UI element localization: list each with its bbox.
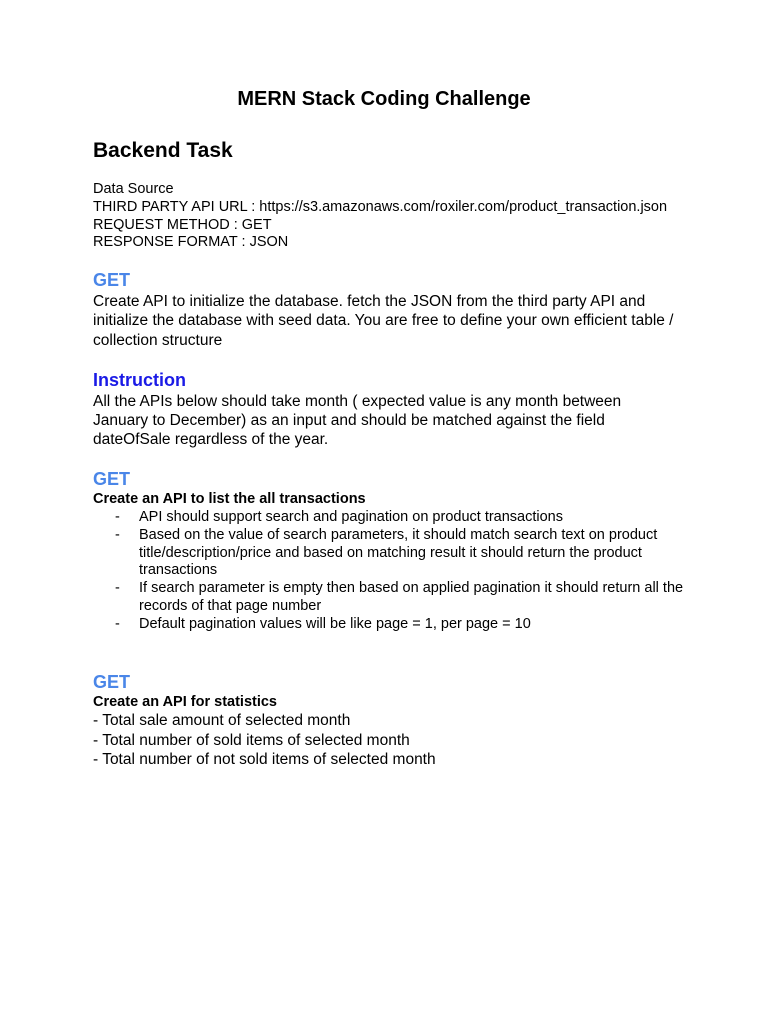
bullet-dash: - bbox=[115, 580, 120, 596]
page-title: MERN Stack Coding Challenge bbox=[237, 88, 531, 110]
list-bullet-4 bbox=[139, 616, 699, 634]
list-subtitle: Create an API to list the all transactions bbox=[93, 491, 366, 507]
init-desc-line-1: Create API to initialize the database. fetch the JSON from the third party API and bbox=[93, 293, 646, 310]
stats-subtitle: Create an API for statistics bbox=[93, 694, 277, 710]
api-url-line: THIRD PARTY API URL : https://s3.amazonaws.com/roxiler.com/product_transaction.json bbox=[93, 199, 668, 215]
backend-task-heading: Backend Task bbox=[93, 139, 233, 162]
bullet-line: If search parameter is empty then based on applied pagination it should return all the bbox=[139, 580, 684, 596]
bullet-dash: - bbox=[115, 509, 120, 525]
init-desc-line-2: initialize the database with seed data. You are free to define your own efficient table / bbox=[93, 312, 674, 329]
bullet-line: API should support search and pagination on product transactions bbox=[139, 509, 563, 525]
instruction-line-3: dateOfSale regardless of the year. bbox=[93, 431, 329, 448]
stats-item: - Total number of sold items of selected month bbox=[93, 732, 410, 749]
bullet-dash: - bbox=[115, 616, 120, 632]
list-bullet-3 bbox=[139, 580, 699, 615]
bullet-line: Based on the value of search parameters, it should match search text on product bbox=[139, 527, 658, 543]
bullet-line: Default pagination values will be like page = 1, per page = 10 bbox=[139, 616, 531, 632]
instruction-line-2: January to December) as an input and should be matched against the field bbox=[93, 412, 605, 429]
list-get-heading: GET bbox=[93, 469, 131, 489]
stats-get-heading: GET bbox=[93, 672, 131, 692]
instruction-heading: Instruction bbox=[93, 370, 186, 390]
list-bullet-1 bbox=[139, 509, 699, 527]
stats-item: - Total sale amount of selected month bbox=[93, 712, 351, 729]
request-method-line: REQUEST METHOD : GET bbox=[93, 217, 272, 233]
stats-item: - Total number of not sold items of selected month bbox=[93, 751, 436, 768]
list-bullet-2 bbox=[139, 527, 699, 580]
init-get-heading: GET bbox=[93, 270, 131, 290]
bullet-line: title/description/price and based on matching result it should return the product bbox=[139, 544, 642, 561]
data-source-label: Data Source bbox=[93, 181, 174, 197]
instruction-line-1: All the APIs below should take month ( expected value is any month between bbox=[93, 393, 622, 410]
init-desc-line-3: collection structure bbox=[93, 332, 223, 349]
bullet-line: transactions bbox=[139, 562, 218, 579]
response-format-line: RESPONSE FORMAT : JSON bbox=[93, 234, 289, 250]
bullet-line: records of that page number bbox=[139, 597, 322, 614]
bullet-dash: - bbox=[115, 527, 120, 543]
